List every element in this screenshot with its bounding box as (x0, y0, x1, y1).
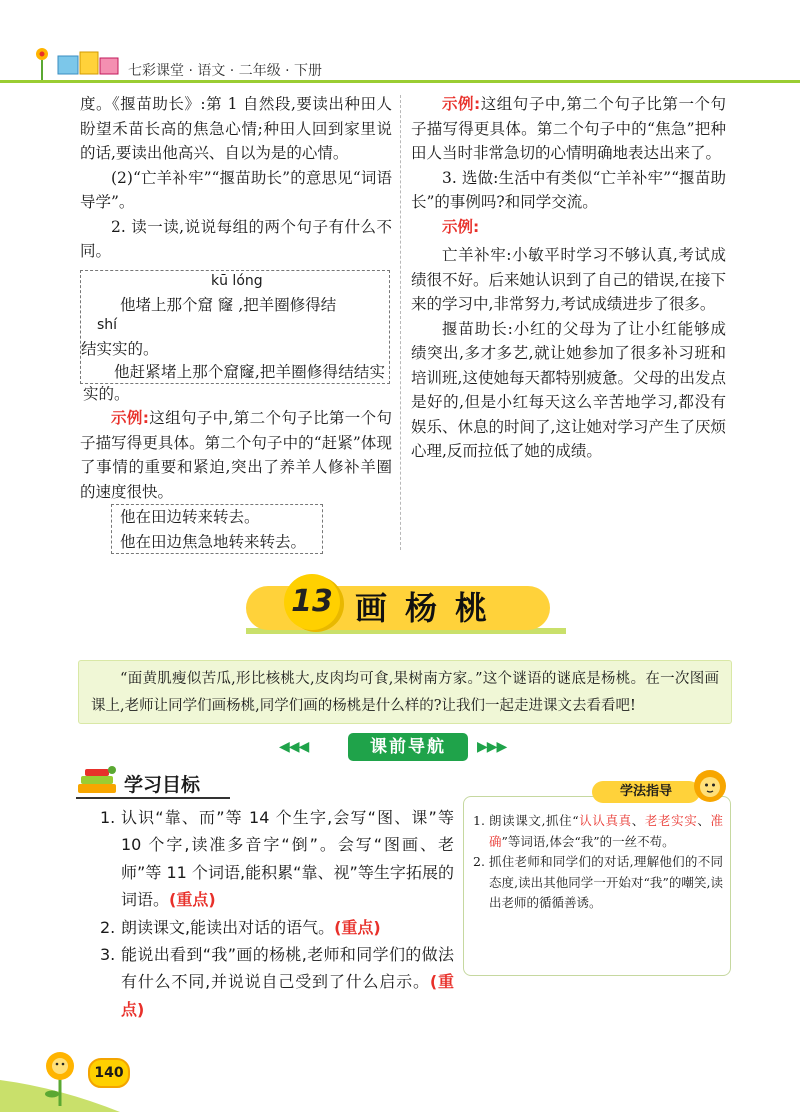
highlight-word: 认认真真 (578, 813, 632, 828)
pinyin-kulong: kū lóng (211, 273, 263, 289)
page-number: 140 (88, 1058, 130, 1088)
sentence-2b: 他在田边焦急地转来转去。 (120, 532, 307, 551)
pre-class-nav-banner: 课前导航 (348, 733, 468, 761)
sentence-1a: 他堵上那个窟 窿 ,把羊圈修得结 (120, 296, 337, 314)
book-stack-icon (76, 764, 120, 796)
column-divider (400, 95, 401, 550)
lesson-number: 13 (284, 574, 340, 630)
lesson-title: 画杨桃 (355, 589, 506, 627)
example-1-text: 这组句子中,第二个句子比第一个句子描写得更具体。第二个句子中的“赶紧”体现了事情的重要和紧迫,突出了养羊人修补羊圈的速度很快。 (80, 409, 392, 501)
goal-text: 认识“靠、而”等 14 个生字,会写“图、课”等 10 个字,读准多音字“倒”。会写“图画、老师”等 11 个词语,能积累“靠、视”等生字拓展的词语。 (121, 808, 454, 910)
goal-item (100, 914, 454, 941)
method-text: 抓住老师和同学们的对话,理解他们的不同态度,读出其他同学一开始对“我”的嘲笑,读出老师的循循善诱。 (489, 854, 723, 910)
story-yamiaozhuzhang: 揠苗助长:小红的父母为了让小红能够成绩突出,多才多艺,就让她参加了很多补习班和培训班,这使她每天都特别疲惫。父母的出发点是好的,但是小红每天这么辛苦地学习,都没有娱乐、休息的时间了,这让她对学习产生了厌烦心理,反而拉低了她的成绩。 (411, 319, 726, 460)
flower-icon (36, 48, 48, 80)
goals-underline (76, 797, 230, 799)
goals-list (100, 804, 454, 1023)
exercise-3-prompt: 3. 选做:生活中有类似“亡羊补牢”“揠苗助长”的事例吗?和同学交流。 (411, 168, 726, 211)
left-column (80, 92, 392, 264)
goal-number: 2. (100, 917, 116, 937)
sentence-box-1 (80, 270, 390, 403)
method-text: 朗读课文,抓住“ (489, 813, 579, 828)
method-separator: 、 (697, 813, 711, 828)
goal-item (100, 804, 454, 914)
goal-item (100, 941, 454, 1023)
method-number: 1. (473, 813, 485, 828)
method-guide-list (473, 811, 723, 914)
books-icon (58, 52, 118, 74)
method-text: ”等词语,体会“我”的一丝不苟。 (501, 833, 675, 849)
goals-title: 学习目标 (124, 774, 201, 796)
key-point-tag: (重点) (121, 972, 454, 1019)
pinyin-shi: shí (97, 317, 118, 333)
method-number: 2. (473, 854, 485, 869)
example-label: 示例: (111, 409, 149, 427)
goal-number: 3. (100, 945, 116, 965)
intro-text: “面黄肌瘦似苦瓜,形比核桃大,皮肉均可食,果树南方家。”这个谜语的谜底是杨桃。在一次图画课上,老师让同学们画杨桃,同学们画的杨桃是什么样的?让我们一起走进课文去看看吧! (91, 671, 719, 714)
meaning-note: (2)“亡羊补牢”“揠苗助长”的意思见“词语导学”。 (80, 168, 392, 211)
header-divider (0, 80, 800, 83)
method-item (473, 811, 723, 852)
method-guide-title: 学法指导 (592, 781, 700, 803)
key-point-tag: (重点) (169, 890, 216, 910)
reading-guide-paragraph: 度。《揠苗助长》:第 1 自然段,要读出种田人盼望禾苗长高的焦急心情;种田人回到家里说的话,要读出他高兴、自以为是的心情。 (80, 95, 392, 162)
goal-text: 能说出看到“我”画的杨桃,老师和同学们的做法有什么不同,并说说自己受到了什么启示。 (121, 945, 454, 992)
intro-box (78, 660, 732, 724)
left-arrows-icon: ◀◀◀ (279, 739, 309, 755)
sentence-box-2 (111, 504, 323, 554)
example-label: 示例: (442, 217, 480, 236)
sentence-1a-cont: 结实实的。 (81, 340, 159, 358)
lion-icon (692, 768, 728, 804)
sentence-2a: 他在田边转来转去。 (120, 508, 260, 526)
sentence-1b: 他赶紧堵上那个窟窿,把羊圈修得结结实实的。 (83, 363, 385, 403)
goal-text: 朗读课文,能读出对话的语气。 (121, 917, 335, 937)
key-point-tag: (重点) (334, 917, 381, 937)
method-separator: 、 (631, 813, 645, 828)
method-item (473, 852, 723, 914)
goal-number: 1. (100, 808, 116, 827)
example-label: 示例: (442, 95, 481, 113)
story-wangyangbulao: 亡羊补牢:小敏平时学习不够认真,考试成绩很不好。后来她认识到了自己的错误,在接下来的学习中,非常努力,考试成绩进步了很多。 (411, 246, 726, 313)
header-logo (30, 42, 126, 82)
right-arrows-icon: ▶▶▶ (477, 739, 507, 755)
exercise-2-prompt: 2. 读一读,说说每组的两个句子有什么不同。 (80, 217, 392, 260)
right-column (411, 92, 726, 464)
highlight-word: 老老实实 (644, 813, 698, 828)
highlight-word: 准确 (489, 813, 723, 849)
example-2-text: 这组句子中,第二个句子比第一个句子描写得更具体。第二个句子中的“焦急”把种田人当时非常急切的心情明确地表达出来了。 (411, 95, 726, 162)
example-1 (80, 406, 392, 504)
header-title: 七彩课堂 · 语文 · 二年级 · 下册 (128, 63, 323, 79)
